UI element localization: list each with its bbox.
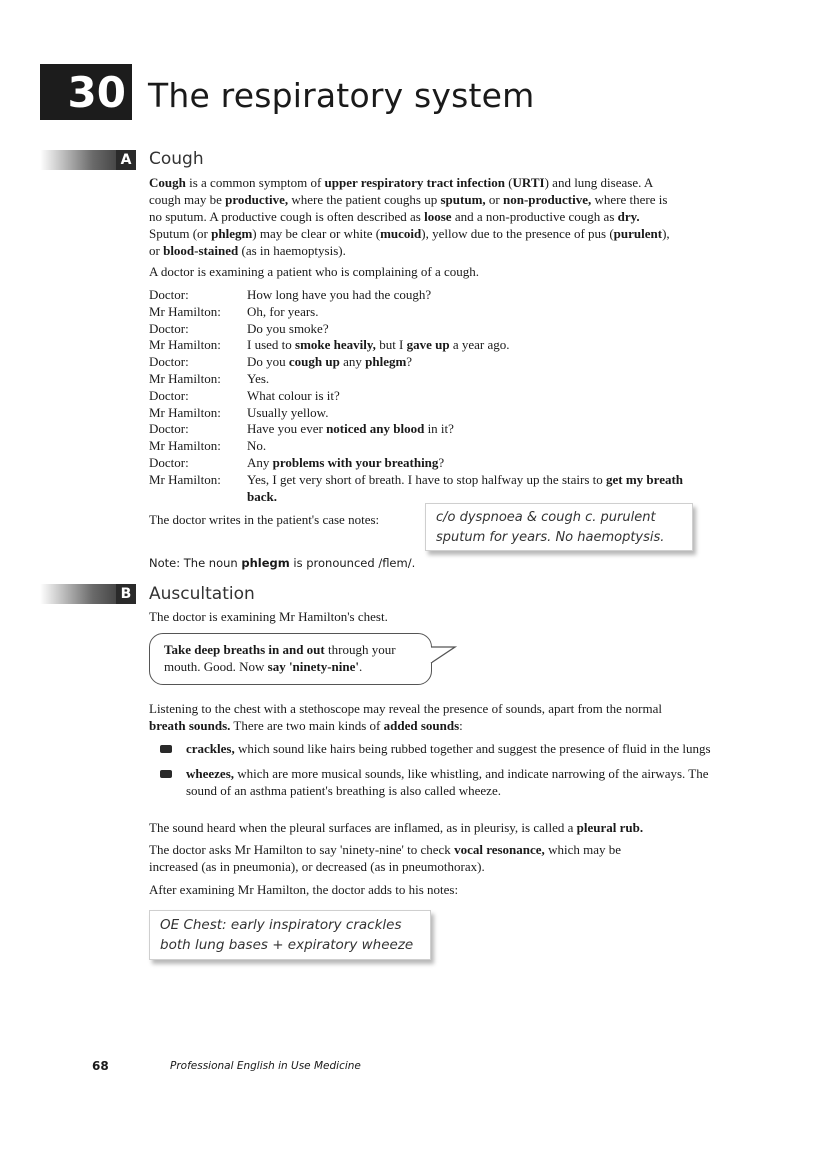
- case-notes-line-1: c/o dyspnoea & cough c. purulent: [436, 510, 656, 525]
- text-run: Any: [247, 454, 273, 470]
- dialogue-utterance: [247, 321, 689, 338]
- list-item-text: [186, 740, 711, 757]
- bullet-icon: [160, 745, 172, 753]
- dialogue-intro: A doctor is examining a patient who is complaining of a cough.: [149, 264, 479, 279]
- bold-term: productive,: [225, 192, 289, 207]
- dialogue-speaker: Doctor:: [149, 421, 189, 437]
- bold-term: dry.: [617, 209, 640, 224]
- text-run: which may be increased (as in pneumonia), or decreased (as in pneumothorax).: [149, 842, 621, 874]
- text-run: which are more musical sounds, like whistling, and indicate narrowing of the airways. The sound of an asthma patient's breathing is also called wheeze.: [186, 766, 709, 798]
- bold-term: problems with your breathing: [272, 454, 439, 470]
- bold-term: added sounds: [383, 718, 460, 733]
- bold-term: mucoid: [380, 226, 422, 241]
- section-b-letter: B: [116, 584, 136, 604]
- book-title: Professional English in Use Medicine: [170, 1060, 361, 1072]
- dialogue-line: [149, 438, 689, 455]
- page-number: 68: [92, 1059, 109, 1073]
- bullet-icon: [160, 770, 172, 778]
- dialogue-speaker: Mr Hamilton:: [149, 370, 221, 386]
- text-run: :: [459, 718, 463, 733]
- text-run: (as in haemoptysis).: [238, 243, 346, 258]
- text-run: is pronounced /flem/.: [289, 556, 416, 570]
- added-sounds-list: [160, 740, 730, 807]
- dialogue-line: [149, 337, 689, 354]
- text-run: How long have you had the cough?: [247, 287, 432, 302]
- dialogue-line: [149, 388, 689, 405]
- dialogue-speaker: Mr Hamilton:: [149, 303, 221, 319]
- text-run: Oh, for years.: [247, 303, 319, 319]
- text-run: where the patient coughs up: [288, 192, 441, 207]
- text-run: is a common symptom of: [185, 175, 325, 190]
- text-run: The sound heard when the pleural surfaces are inflamed, as in pleurisy, is called a: [149, 820, 577, 835]
- text-run: (: [504, 175, 513, 190]
- text-run: What colour is it?: [247, 387, 340, 403]
- speech-bubble: [149, 633, 432, 685]
- dialogue-utterance: [247, 337, 689, 354]
- dialogue: [149, 287, 689, 505]
- text-run: .: [359, 659, 363, 674]
- vocal-resonance-paragraph: [149, 841, 669, 875]
- dialogue-utterance: [247, 405, 689, 422]
- text-run: in it?: [424, 421, 454, 437]
- text-run: or: [485, 192, 503, 207]
- text-run: ) may be clear or white (: [252, 226, 381, 241]
- text-run: Listening to the chest with a stethoscope may reveal the presence of sounds, apart from the normal: [149, 701, 662, 716]
- bold-term: crackles,: [186, 741, 235, 756]
- bold-term: pleural rub.: [576, 820, 644, 835]
- unit-number-box: [40, 64, 132, 120]
- dialogue-line: [149, 405, 689, 422]
- text-run: No.: [247, 438, 267, 454]
- dialogue-line: [149, 371, 689, 388]
- list-item: [160, 740, 730, 757]
- bold-term: phlegm: [241, 556, 290, 570]
- text-run: through your mouth. Good. Now: [164, 642, 396, 674]
- dialogue-speaker: Mr Hamilton:: [149, 404, 221, 420]
- dialogue-speaker: Mr Hamilton:: [149, 471, 221, 487]
- text-run: Usually yellow.: [247, 404, 329, 420]
- bold-term: non-productive,: [503, 192, 592, 207]
- text-run: ?: [406, 354, 413, 370]
- bold-term: upper respiratory tract infection: [324, 175, 505, 190]
- dialogue-utterance: [247, 354, 689, 371]
- notes-intro: After examining Mr Hamilton, the doctor adds to his notes:: [149, 882, 459, 897]
- dialogue-utterance: [247, 421, 689, 438]
- pronunciation-note: [149, 556, 415, 570]
- dialogue-utterance: [247, 472, 689, 506]
- bold-term: wheezes,: [186, 766, 235, 781]
- bold-term: purulent: [613, 226, 663, 241]
- text-run: where there is no sputum. A productive cough is often described as: [149, 192, 668, 224]
- dialogue-line: [149, 421, 689, 438]
- bold-term: smoke heavily,: [295, 337, 376, 353]
- exam-notes-line-2: both lung bases + expiratory wheeze: [160, 937, 414, 953]
- bold-term: sputum,: [440, 192, 486, 207]
- text-run: ), yellow due to the presence of pus (: [421, 226, 614, 241]
- text-run: a year ago.: [449, 337, 510, 353]
- section-a-letter: A: [116, 150, 136, 170]
- text-run: Have you ever: [247, 421, 327, 437]
- page-title: The respiratory system: [148, 76, 535, 115]
- dialogue-speaker: Doctor:: [149, 287, 189, 302]
- bold-term: breath sounds.: [149, 718, 231, 733]
- bold-term: Take deep breaths in and out: [164, 642, 325, 657]
- text-run: Do you: [247, 354, 289, 370]
- speech-bubble-tail: [429, 641, 459, 671]
- dialogue-line: [149, 304, 689, 321]
- bold-term: gave up: [406, 337, 450, 353]
- bold-term: loose: [424, 209, 452, 224]
- exam-notes-card: [149, 910, 431, 960]
- text-run: but I: [375, 337, 407, 353]
- text-run: Sputum (or: [149, 226, 212, 241]
- dialogue-speaker: Doctor:: [149, 387, 189, 403]
- exam-notes-line-1: OE Chest: early inspiratory crackles: [160, 917, 402, 933]
- dialogue-utterance: [247, 287, 689, 304]
- text-run: I used to: [247, 337, 296, 353]
- dialogue-line: [149, 354, 689, 371]
- bold-term: vocal resonance,: [454, 842, 545, 857]
- text-run: ?: [438, 454, 445, 470]
- text-run: The doctor asks Mr Hamilton to say 'ninety-nine' to check: [149, 842, 455, 857]
- dialogue-line: [149, 472, 689, 506]
- text-run: ) and lung disease. A cough may be: [149, 175, 653, 207]
- section-b-bar: [40, 584, 136, 604]
- bold-term: say 'ninety-nine': [267, 659, 360, 674]
- dialogue-line: [149, 287, 689, 304]
- section-b-title: Auscultation: [149, 584, 255, 604]
- bold-term: URTI: [512, 175, 545, 190]
- dialogue-utterance: [247, 371, 689, 388]
- text-run: Do you smoke?: [247, 320, 329, 336]
- bold-term: cough up: [288, 354, 340, 370]
- list-item: [160, 765, 730, 799]
- text-run: Note: The noun: [149, 556, 242, 570]
- list-item-text: [186, 765, 730, 799]
- dialogue-speaker: Mr Hamilton:: [149, 438, 221, 454]
- text-run: Yes, I get very short of breath. I have to stop halfway up the stairs to: [247, 471, 606, 487]
- text-run: There are two main kinds of: [230, 718, 384, 733]
- bold-term: blood-stained: [163, 243, 239, 258]
- text-run: and a non-productive cough as: [451, 209, 618, 224]
- pleural-rub-paragraph: [149, 819, 729, 836]
- dialogue-utterance: [247, 304, 689, 321]
- bold-term: phlegm: [211, 226, 253, 241]
- cough-paragraph: [149, 174, 679, 259]
- auscultation-intro: The doctor is examining Mr Hamilton's chest.: [149, 609, 388, 624]
- text-run: ), or: [149, 226, 670, 258]
- case-notes-line-2: sputum for years. No haemoptysis.: [436, 530, 665, 545]
- dialogue-utterance: [247, 438, 689, 455]
- section-a-title: Cough: [149, 149, 204, 169]
- text-run: which sound like hairs being rubbed together and suggest the presence of fluid in the lungs: [234, 741, 711, 756]
- dialogue-utterance: [247, 388, 689, 405]
- text-run: Yes.: [247, 370, 270, 386]
- section-a-bar: [40, 150, 136, 170]
- case-notes-intro: The doctor writes in the patient's case notes:: [149, 512, 380, 527]
- dialogue-speaker: Doctor:: [149, 354, 189, 370]
- bold-term: phlegm: [365, 354, 407, 370]
- bold-term: get my breath back.: [247, 471, 684, 504]
- text-run: any: [339, 354, 366, 370]
- dialogue-speaker: Doctor:: [149, 454, 189, 470]
- dialogue-utterance: [247, 455, 689, 472]
- bold-term: Cough: [149, 175, 186, 190]
- bold-term: noticed any blood: [326, 421, 425, 437]
- case-notes-card: [425, 503, 693, 551]
- dialogue-speaker: Doctor:: [149, 320, 189, 336]
- dialogue-line: [149, 455, 689, 472]
- unit-number: 30: [67, 67, 126, 117]
- dialogue-speaker: Mr Hamilton:: [149, 337, 221, 353]
- dialogue-line: [149, 321, 689, 338]
- added-sounds-paragraph: [149, 700, 679, 734]
